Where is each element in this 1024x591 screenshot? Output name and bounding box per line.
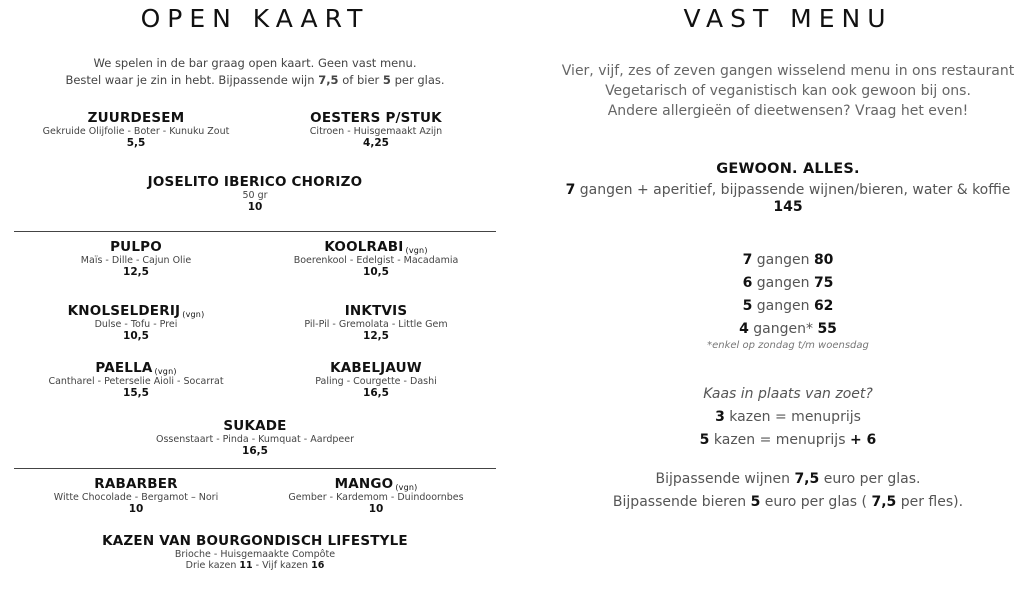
dish-sukade: SUKADE Ossenstaart - Pinda - Kumquat - Aardpeer 16,5: [156, 418, 354, 457]
dish-rabarber: RABARBER Witte Chocolade - Bergamot – Nori 10: [53, 476, 219, 515]
dish-knolselderij: KNOLSELDERIJ $_{(vgn)}$ Dulse - Tofu - Prei 10,5: [67, 303, 205, 342]
intro-line-2: Bestel waar je zin in hebt. Bijpassende wijn 7,5 of bier 5 per glas.: [65, 73, 445, 87]
divider: [14, 468, 496, 469]
dish-joselito: JOSELITO IBERICO CHORIZO 50 gr 10: [147, 174, 363, 213]
drinks-pricing: [548, 468, 1024, 514]
dish-kabeljauw: KABELJAUW Paling - Courgette - Dashi 16,5: [315, 360, 437, 399]
course-note: *enkel op zondag t/m woensdag: [707, 340, 869, 351]
dish-paella: PAELLA $_{(vgn)}$ Cantharel - Peterselie Aioli - Socarrat 15,5: [48, 360, 224, 399]
dish-mango: MANGO $_{(vgn)}$ Gember - Kardemom - Duindoornbes 10: [288, 476, 464, 515]
course-prices: [548, 249, 1024, 341]
divider: [14, 231, 496, 232]
course-6: 6 gangen 75: [742, 275, 834, 291]
open-kaart-title: OPEN KAART: [140, 4, 370, 33]
intro-line-1: We spelen in de bar graag open kaart. Geen vast menu.: [93, 56, 417, 70]
dish-pulpo: PULPO Maïs - Dille - Cajun Olie 12,5: [80, 239, 192, 278]
cheese-option: Kaas in plaats van zoet? 3 kazen = menuprijs 5 kazen = menuprijs + 6: [699, 386, 877, 448]
dish-zuurdesem: ZUURDESEM Gekruide Olijfolie - Boter - Kunuku Zout 5,5: [42, 110, 230, 149]
vast-menu-title: VAST MENU: [683, 4, 893, 33]
cheese-price: Drie kazen 11 - Vijf kazen 16: [185, 560, 325, 571]
vast-menu-intro: Vier, vijf, zes of zeven gangen wisselend menu in ons restaurant Vegetarisch of veganistisch kan ook gewoon bij ons. Andere allergieën of dieetwensen? Vraag het even!: [561, 63, 1015, 119]
dish-oesters: OESTERS P/STUK Citroen - Huisgemaakt Azijn 4,25: [309, 110, 443, 149]
course-4: 4 gangen* 55: [739, 321, 837, 337]
dish-koolrabi: KOOLRABI $_{(vgn)}$ Boerenkool - Edelgist - Macadamia 10,5: [293, 239, 459, 278]
open-kaart-intro: [14, 55, 496, 89]
course-5: 5 gangen 62: [742, 298, 834, 314]
dish-kazen: KAZEN VAN BOURGONDISCH LIFESTYLE Brioche - Huisgemaakte Compôte Drie kazen 11 - Vijf kazen 16: [14, 533, 496, 571]
course-7: 7 gangen 80: [742, 252, 834, 268]
gewoon-alles: GEWOON. ALLES. 7 gangen + aperitief, bijpassende wijnen/bieren, water & koffie 145: [565, 161, 1011, 215]
wine-line: Bijpassende wijnen 7,5 euro per glas.: [655, 471, 921, 487]
dish-inktvis: INKTVIS Pil-Pil - Gremolata - Little Gem 12,5: [304, 303, 448, 342]
beer-line: Bijpassende bieren 5 euro per glas ( 7,5 per fles).: [612, 494, 964, 510]
